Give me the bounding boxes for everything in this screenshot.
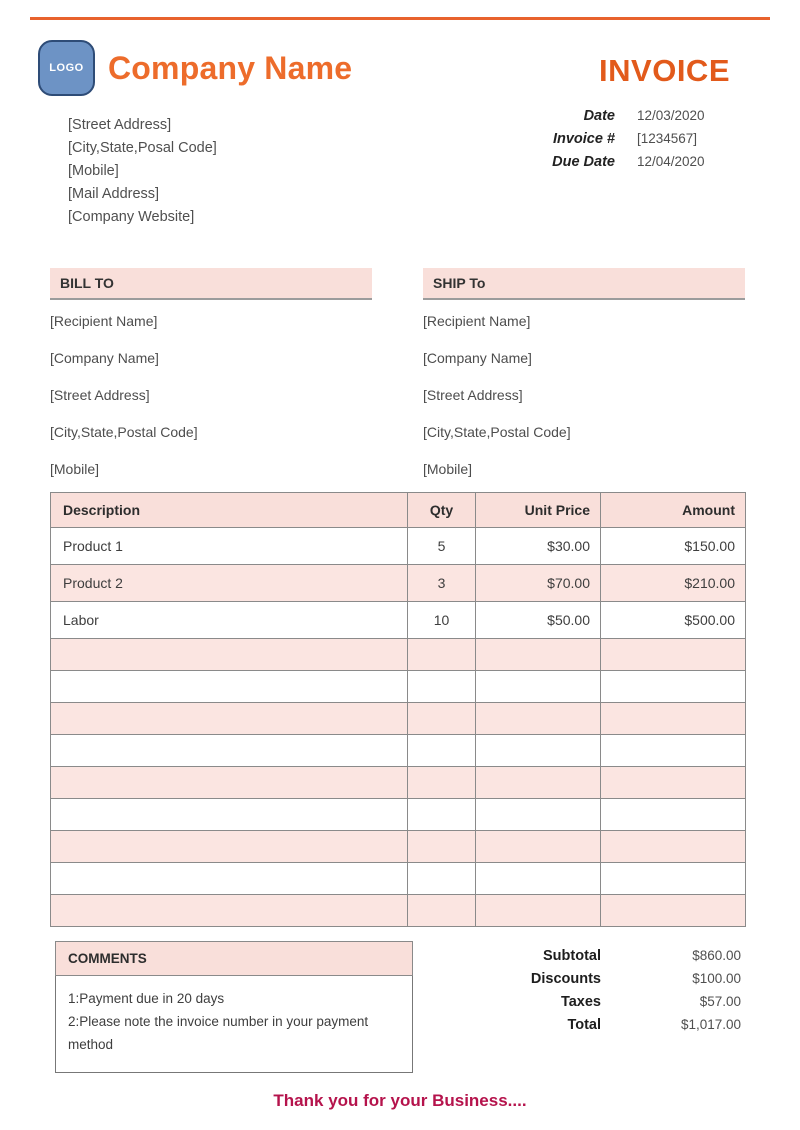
company-website-field[interactable]: [Company Website] [68, 209, 195, 225]
column-header-amount: Amount [601, 493, 746, 528]
invoice-title: INVOICE [599, 53, 730, 88]
bill-to-street-field[interactable]: [Street Address] [50, 387, 150, 403]
total-label: Total [567, 1017, 601, 1033]
empty-item-cell[interactable] [408, 799, 476, 831]
comments-header: COMMENTS [55, 941, 413, 976]
bill-to-city-field[interactable]: [City,State,Postal Code] [50, 424, 198, 440]
discounts-value: $100.00 [692, 971, 741, 986]
empty-item-cell[interactable] [601, 767, 746, 799]
empty-item-cell[interactable] [408, 671, 476, 703]
empty-item-cell[interactable] [408, 895, 476, 927]
items-table [50, 492, 746, 927]
bill-to-header: BILL TO [50, 268, 372, 300]
empty-item-row [51, 735, 746, 767]
item-row [51, 602, 746, 639]
item-qty: 3 [408, 565, 476, 602]
empty-item-cell[interactable] [476, 639, 601, 671]
ship-to-company-field[interactable]: [Company Name] [423, 350, 532, 366]
empty-item-cell[interactable] [476, 863, 601, 895]
subtotal-label: Subtotal [543, 948, 601, 964]
taxes-row [461, 994, 741, 1010]
empty-item-cell[interactable] [51, 799, 408, 831]
comment-line: 2:Please note the invoice number in your payment method [68, 1014, 369, 1052]
company-street-address-field[interactable]: [Street Address] [68, 117, 172, 133]
empty-item-row [51, 639, 746, 671]
ship-to-header: SHIP To [423, 268, 745, 300]
empty-item-cell[interactable] [408, 767, 476, 799]
header-row [51, 493, 746, 528]
company-mail-field[interactable]: [Mail Address] [68, 186, 160, 202]
totals-block [461, 948, 741, 1040]
company-logo [38, 40, 95, 96]
empty-item-row [51, 831, 746, 863]
column-header-unit-price: Unit Price [476, 493, 601, 528]
empty-item-cell[interactable] [601, 863, 746, 895]
due-date-value: 12/04/2020 [637, 154, 705, 169]
top-accent-line [30, 17, 770, 20]
empty-item-cell[interactable] [476, 895, 601, 927]
empty-item-cell[interactable] [601, 703, 746, 735]
ship-to-section [423, 268, 745, 478]
empty-item-cell[interactable] [476, 767, 601, 799]
empty-item-cell[interactable] [51, 767, 408, 799]
taxes-label: Taxes [560, 994, 601, 1010]
column-header-qty: Qty [408, 493, 476, 528]
empty-item-cell[interactable] [51, 831, 408, 863]
empty-item-cell[interactable] [51, 639, 408, 671]
empty-item-cell[interactable] [601, 895, 746, 927]
due-date-label: Due Date [552, 154, 615, 170]
ship-to-lines [423, 313, 745, 478]
empty-item-cell[interactable] [51, 863, 408, 895]
discounts-label: Discounts [530, 971, 601, 987]
items-table-header [51, 493, 746, 528]
total-row [461, 1017, 741, 1033]
company-city-state-field[interactable]: [City,State,Posal Code] [68, 140, 217, 156]
item-amount: $500.00 [601, 602, 746, 639]
bill-to-lines [50, 313, 372, 478]
empty-item-row [51, 767, 746, 799]
empty-item-row [51, 671, 746, 703]
company-address-block [68, 117, 217, 226]
subtotal-value: $860.00 [692, 948, 741, 963]
items-table-body [51, 528, 746, 927]
empty-item-cell[interactable] [601, 735, 746, 767]
item-description: Labor [51, 602, 408, 639]
invoice-number-field[interactable]: [1234567] [637, 131, 698, 146]
empty-item-row [51, 703, 746, 735]
meta-row-invoice-number [507, 131, 715, 147]
meta-row-due-date [507, 154, 715, 170]
invoice-number-label: Invoice # [552, 131, 615, 147]
ship-to-recipient-field[interactable]: [Recipient Name] [423, 313, 531, 329]
comment-line: 1:Payment due in 20 days [68, 991, 225, 1006]
empty-item-cell[interactable] [408, 863, 476, 895]
logo-label: LOGO [49, 62, 84, 74]
item-unit-price: $70.00 [476, 565, 601, 602]
ship-to-city-field[interactable]: [City,State,Postal Code] [423, 424, 571, 440]
empty-item-cell[interactable] [601, 639, 746, 671]
empty-item-row [51, 895, 746, 927]
item-unit-price: $50.00 [476, 602, 601, 639]
empty-item-row [51, 799, 746, 831]
date-value: 12/03/2020 [637, 108, 705, 123]
meta-row-date [507, 108, 715, 124]
item-amount: $150.00 [601, 528, 746, 565]
item-qty: 10 [408, 602, 476, 639]
empty-item-row [51, 863, 746, 895]
ship-to-mobile-field[interactable]: [Mobile] [423, 461, 473, 477]
empty-item-cell[interactable] [601, 671, 746, 703]
empty-item-cell[interactable] [51, 735, 408, 767]
thank-you-message: Thank you for your Business.... [273, 1091, 527, 1110]
item-unit-price: $30.00 [476, 528, 601, 565]
taxes-value: $57.00 [699, 994, 741, 1009]
date-label: Date [583, 108, 615, 124]
empty-item-cell[interactable] [601, 799, 746, 831]
empty-item-cell[interactable] [601, 831, 746, 863]
item-description: Product 2 [51, 565, 408, 602]
empty-item-cell[interactable] [408, 703, 476, 735]
ship-to-street-field[interactable]: [Street Address] [423, 387, 523, 403]
bill-to-mobile-field[interactable]: [Mobile] [50, 461, 100, 477]
empty-item-cell[interactable] [476, 799, 601, 831]
item-qty: 5 [408, 528, 476, 565]
bill-to-section [50, 268, 372, 478]
empty-item-cell[interactable] [476, 703, 601, 735]
company-mobile-field[interactable]: [Mobile] [68, 163, 119, 179]
subtotal-row [461, 948, 741, 964]
empty-item-cell[interactable] [408, 831, 476, 863]
empty-item-cell[interactable] [476, 735, 601, 767]
empty-item-cell[interactable] [476, 831, 601, 863]
empty-item-cell[interactable] [408, 735, 476, 767]
company-name: Company Name [108, 49, 353, 86]
item-row [51, 528, 746, 565]
empty-item-cell[interactable] [51, 671, 408, 703]
brand-header [38, 40, 352, 96]
total-value: $1,017.00 [680, 1017, 741, 1032]
comments-section [55, 941, 413, 1073]
empty-item-cell[interactable] [51, 895, 408, 927]
invoice-meta-block [507, 108, 715, 177]
empty-item-cell[interactable] [408, 639, 476, 671]
comments-body [55, 976, 413, 1073]
empty-item-cell[interactable] [476, 671, 601, 703]
item-description: Product 1 [51, 528, 408, 565]
discounts-row [461, 971, 741, 987]
column-header-description: Description [51, 493, 408, 528]
parties-section [50, 268, 745, 478]
item-amount: $210.00 [601, 565, 746, 602]
bill-to-recipient-field[interactable]: [Recipient Name] [50, 313, 158, 329]
empty-item-cell[interactable] [51, 703, 408, 735]
bill-to-company-field[interactable]: [Company Name] [50, 350, 159, 366]
item-row [51, 565, 746, 602]
